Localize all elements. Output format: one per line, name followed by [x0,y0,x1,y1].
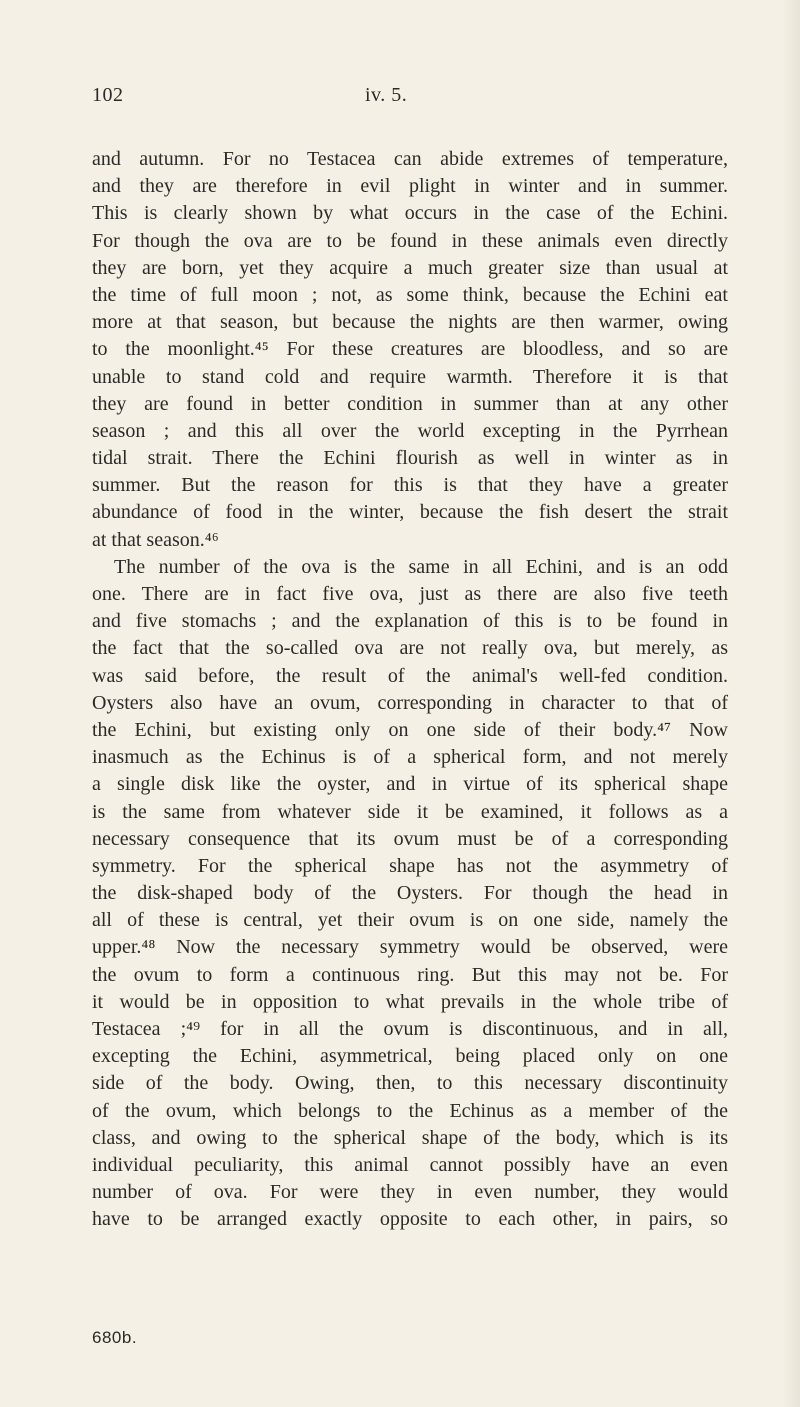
text-line: was said before, the result of the animal's well-fed condition. [92,664,728,687]
text-line: Oysters also have an ovum, corresponding in character to that of [92,691,728,714]
text-line: class, and owing to the spherical shape of the body, which is its [92,1126,728,1149]
text-line: season ; and this all over the world excepting in the Pyrrhean [92,419,728,442]
text-line: a single disk like the oyster, and in virtue of its spherical shape [92,773,728,796]
page-number: 102 [92,84,124,106]
text-line: the ovum to form a continuous ring. But this may not be. For [92,963,728,986]
text-line: have to be arranged exactly opposite to each other, in pairs, so [92,1208,728,1231]
text-line: side of the body. Owing, then, to this necessary discontinuity [92,1072,728,1095]
text-line: and five stomachs ; and the explanation of this is to be found in [92,610,728,633]
text-line: is the same from whatever side it be examined, it follows as a [92,800,728,823]
text-line: to the moonlight.⁴⁵ For these creatures are bloodless, and so are [92,338,728,361]
text-line: abundance of food in the winter, because the fish desert the strait [92,501,728,524]
text-line: upper.⁴⁸ Now the necessary symmetry would be observed, were [92,936,728,959]
text-line: and they are therefore in evil plight in winter and in summer. [92,175,728,198]
body-text [92,146,728,1234]
text-line: necessary consequence that its ovum must be of a corresponding [92,827,728,850]
text-line: the disk-shaped body of the Oysters. For though the head in [92,882,728,905]
text-line: all of these is central, yet their ovum is on one side, namely the [92,909,728,932]
text-line: more at that season, but because the nights are then warmer, owing [92,311,728,334]
text-line: excepting the Echini, asymmetrical, being placed only on one [92,1045,728,1068]
text-line: it would be in opposition to what prevails in the whole tribe of [92,990,728,1013]
text-line: they are found in better condition in summer than at any other [92,392,728,415]
text-line: number of ova. For were they in even number, they would [92,1181,728,1204]
running-head [92,84,732,114]
text-line: they are born, yet they acquire a much greater size than usual at [92,256,728,279]
text-line: the fact that the so-called ova are not really ova, but merely, as [92,637,728,660]
text-line: For though the ova are to be found in these animals even directly [92,229,728,252]
text-line: and autumn. For no Testacea can abide extremes of temperature, [92,148,728,170]
section-reference: iv. 5. [365,84,408,106]
text-line: This is clearly shown by what occurs in the case of the Echini. [92,202,728,225]
text-line: Testacea ;⁴⁹ for in all the ovum is discontinuous, and in all, [92,1018,728,1040]
text-line: summer. But the reason for this is that they have a greater [92,474,728,497]
printer-signature: 680b. [92,1328,138,1347]
text-line: the time of full moon ; not, as some think, because the Echini eat [92,283,728,306]
text-line: of the ovum, which belongs to the Echinus as a member of the [92,1099,728,1122]
text-line: tidal strait. There the Echini flourish as well in winter as in [92,447,728,470]
paragraph-start: The number of the ova is the same in all Echini, and is an odd [114,555,728,578]
text-line: symmetry. For the spherical shape has not the asymmetry of [92,854,728,877]
text-line: individual peculiarity, this animal cannot possibly have an even [92,1153,728,1176]
text-line: unable to stand cold and require warmth. Therefore it is that [92,365,728,388]
text-line: one. There are in fact five ova, just as there are also five teeth [92,583,728,605]
text-line: at that season.⁴⁶ [92,528,219,551]
text-line: inasmuch as the Echinus is of a spherical form, and not merely [92,746,728,769]
text-line: the Echini, but existing only on one side of their body.⁴⁷ Now [92,718,728,741]
